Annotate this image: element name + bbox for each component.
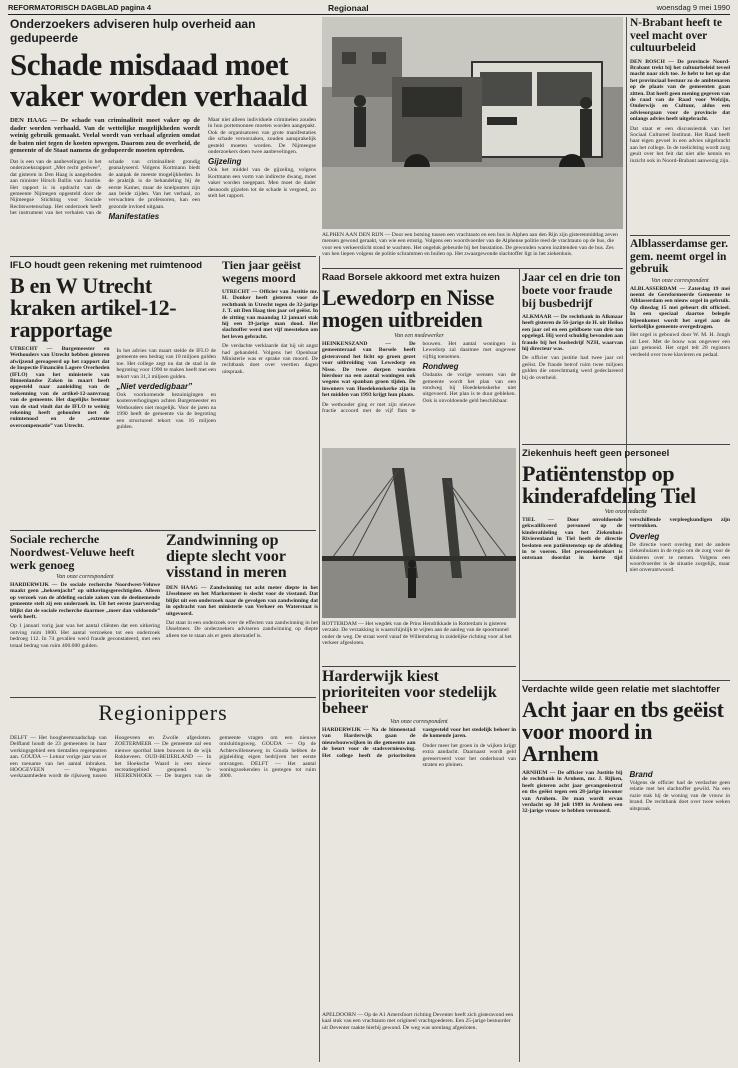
arnhem-kicker: Verdachte wilde geen relatie met slachtoffer <box>522 684 720 695</box>
utrecht-body-cols <box>10 346 216 430</box>
lewedorp-kicker: Raad Borsele akkoord met extra huizen <box>322 272 500 283</box>
header-paper-name: REFORMATORISCH DAGBLAD pagina 4 <box>8 3 152 12</box>
regionippers-banner <box>10 700 316 730</box>
recherche-lead: HARDERWIJK — De sociale recherche Noordwest-Veluwe maakt geen „heksenjacht” op uitkeringsgerechtigden. Alleen op verzoek van de afdeling sociale zaken van de deelnemende gemeente stelt zij een onderzoek in. Uit het eerste jaarverslag blijkt dat de sociale recherche daarmee „meer dan voldoende” werk heeft. <box>10 582 160 621</box>
arnhem-article <box>522 683 730 1063</box>
alblasserdam-body: Het orgel is gebouwd door W. M. H. Jongh uit Leer. Met de bouw was ongeveer een jaar gemoeid. Het orgel telt 28 registers verdeeld over twee klavieren en pedaal. <box>630 332 730 358</box>
column-divider <box>319 256 320 1062</box>
accident-photo <box>322 17 623 229</box>
lewedorp-headline: Lewedorp en Nisse mogen uitbreiden <box>322 285 495 332</box>
alblasserdam-article <box>630 238 730 363</box>
regionippers-title: Regionippers <box>98 700 228 725</box>
harderwijk-lead: HARDERWIJK — Na de binnenstad van Harderwijk gaan de nieuwbouwwijken in die gemeente aan de beurt voor de stadsvernieuwing. Het college heeft de prioriteiten vastgesteld voor het stedelijk beheer in de komende jaren. <box>322 727 516 759</box>
brabant-headline: N-Brabant heeft te veel macht over cultuurbeleid <box>630 17 722 54</box>
alblasserdam-headline: Alblasserdamse ger. gem. neemt orgel in gebruik <box>630 238 728 275</box>
main-article-body: Dat is een van de aanbevelingen in het onderzoeksrapport „Met recht gedwee”, dat gisteren in Den Haag is aangeboden aan minister Hirsch Ballin van Justitie. Het rapport is in opdracht van de gemeente Nijmegen opgesteld door de Nijmeegse Stichting voor Sociale Rechtswetenschap. Het onderzoek heeft het instrument van het verhalen van de schade van criminaliteit grondig geanalyseerd. Volgens Kortmann biedt de aanpak de meeste mogelijkheden. In de praktijk is de behandeling bij de eerste Kamer, maar de knelpunten zijn aan beide zijden. Van het verhaal, zo verwachten de professoren, kan een gezonde invloed uitgaan. <box>10 158 200 217</box>
recherche-headline: Sociale recherche Noordwest-Veluwe heeft werk genoeg <box>10 533 135 572</box>
arnhem-sub: Brand <box>629 770 653 779</box>
harderwijk-headline: Harderwijk kiest prioriteiten voor stedelijk beheer <box>322 669 497 717</box>
lewedorp-body3: Ondanks de vorige wensen van de gemeente wordt het plan van een rondweg bij Hoedekenskerke niet uitgevoerd. Het plan is te duur gebleken. Ook is onvoldoende geld beschikbaar. <box>422 372 516 404</box>
apeldoorn-caption: APELDOORN — Op de A1 Amersfoort richting Deventer heeft zich gisteravond een kaal stuk van een vrachtauto met origineel vrachtgoederen. Een 25-jarige bestuurder uit Deventer raakte hierbij gewond. De weg was urenlang afgesloten. <box>322 1012 514 1031</box>
arnhem-headline: Acht jaar en tbs geëist voor moord in Arnhem <box>522 697 724 766</box>
utrecht-kicker: IFLO houdt geen rekening met ruimtenood <box>10 260 203 271</box>
lewedorp-byline: Van een medewerker <box>394 333 444 339</box>
main-article-body3: Ook het middel van de gijzeling, volgens Kortmann een vorm van indirecte dwang, moet vaker worden toegepast. Men moet de dader desnoods gijzelen tot de schade is vergoed, zo stelt het rapport. <box>208 167 316 200</box>
main-article-sub-manifestaties: Manifestaties <box>108 212 160 222</box>
utrecht-body3: Ook voorkomende bezuinigingen en kostenverhogingen achten Burgemeester en Wethouders niet mogelijk. Voor de jaren na 1990 heeft de gemeente via de begroting een structureel tekort van 16 miljoen gulden. <box>116 391 216 430</box>
divider <box>322 268 623 269</box>
tien-jaar-article <box>222 259 318 527</box>
harderwijk-body-cols <box>322 727 516 768</box>
bus-truck-collision-image <box>322 17 623 229</box>
arnhem-lead: ARNHEM — De officier van Justitie bij de rechtbank in Arnhem, mr. J. Rijken, heeft gisteren acht jaar gevangenisstraf en tbs geëist tegen een 28-jarige inwoner van Arnhem. De man wordt ervan verdacht op 30 juli 1989 in Arnhem een 32-jarige vrouw te hebben vermoord. <box>522 770 623 815</box>
main-article-lead: DEN HAAG — De schade van criminaliteit moet vaker op de dader worden verhaald. Van de wettelijke mogelijkheden wordt weinig gebruik gemaakt. Veelal wordt van verhaal afgezien omdat de baten niet tegen de kosten opwegen. Daarom zou de overheid, de gemeente of de Staat namens de gedupeerde moeten optreden. <box>10 117 200 155</box>
divider <box>522 444 730 445</box>
tien-jaar-body: De verdachte verklaarde dat hij uit angst had gehandeld. Volgens het Openbaar Ministerie was er sprake van moord. De rechtbank doet over veertien dagen uitspraak. <box>222 343 318 375</box>
divider <box>10 256 316 257</box>
main-article-body2: Maar niet alleen individuele criminelen zouden in hun portemonnee moeten worden aangepakt. Ook de organisatoren van grote manifestaties die schade veroorzaken, zouden aansprakelijk gesteld moeten worden. De Nijmeegse onderzoekers doen twee aanbevelingen. <box>208 117 316 156</box>
divider <box>10 697 316 698</box>
ziekenhuis-byline: Van onze redactie <box>604 509 648 515</box>
zandwinning-article <box>166 533 318 693</box>
main-article-kicker: Onderzoekers adviseren hulp overheid aan gedupeerde <box>10 17 256 45</box>
regionippers-body: DELFT — Het hoogheemraadschap van Delfland houdt de 23 gemeenten in haar werkingsgebied een tientallen regenputten aan. GOUDA — Lotuur vorige jaar was er een toename van het aantal inbraken. HOOGEVEEN — Wegens werkzaamheden wordt de rijksweg tussen Hoogeveen en Zwolle afgesloten. ZOETERMEER — De gemeente zal een nieuwe sporthal laten bouwen in de wijk Rokkeveen. OUD-BEIJERLAND — In het Hoeksche Waard is een nieuw recreatiegebied geopend. ’s-HEERENHOEK — De burgers van de gemeente vragen om een nieuwe ontsluitingsweg. GOUDA — Op de Achterwillenseweg in Gouda hebben de pijpleiding eigen bedrijven het eerste ontvangen. DELFT — Het aantal woningzoekenden is gestegen tot ruim 3000. <box>10 735 316 780</box>
tien-jaar-lead: UTRECHT — Officier van Justitie mr. H. Donker heeft gisteren voor de rechtbank in Utrecht tegen de 32-jarige J. T. uit Den Haag tien jaar cel geëist. In de zitting van maandag 12 januari stak hij een 39-jarige man dood. Het slachtoffer werd met vijf messteken om het leven gebracht. <box>222 289 318 340</box>
rotterdam-photo-caption: ROTTERDAM — Het wegdek van de Prins Hendrikkade in Rotterdam is gisteren verzakt. De verzakking is waarschijnlijk te wijten aan de aanleg van de spoortunnel onder de weg. De straat werd vanaf de Willemsbrug in zuidelijke richting voor al het verkeer afgesloten. <box>322 621 512 647</box>
harderwijk-body: Onder meer het groen in de wijken krijgt extra aandacht. Daarnaast wordt geld gereserveerd voor het onderhoud van straten en pleinen. <box>422 742 516 769</box>
utrecht-article <box>10 259 216 527</box>
lewedorp-body-cols <box>322 341 516 414</box>
brabant-article <box>630 17 730 232</box>
lewedorp-article <box>322 271 516 441</box>
header-date: woensdag 9 mei 1990 <box>656 3 730 12</box>
divider <box>522 680 730 681</box>
divider <box>10 530 316 531</box>
arnhem-body-cols <box>522 770 730 815</box>
jaar-cel-headline: Jaar cel en drie ton boete voor fraude bij busbedrijf <box>522 271 621 310</box>
harderwijk-article <box>322 669 516 1009</box>
recherche-byline: Van onze correspondent <box>56 574 114 580</box>
main-article-col3 <box>208 117 316 199</box>
main-article-body-cols <box>10 155 200 222</box>
ziekenhuis-body2: De directie voert overleg met de andere ziekenhuizen in de regio om de zorg voor de kinderen over te nemen. Volgens een woordvoerder is de situatie zorgelijk, maar niet onverantwoord. <box>629 541 730 574</box>
divider <box>630 235 730 236</box>
utrecht-sub: „Niet verdedigbaar” <box>116 381 193 391</box>
jaar-cel-article <box>522 271 623 441</box>
utrecht-body2: In het advies van maart stelde de IFLO de gemeente een bedrag van 10 miljoen gulden toe. Het college zegt nu dat de stad in de begroting voor 1990 te maken heeft met een tekort van 31,3 miljoen gulden. <box>116 347 216 380</box>
ziekenhuis-kicker: Ziekenhuis heeft geen personeel <box>522 448 670 459</box>
zandwinning-headline: Zandwinning op diepte slecht voor visstand in meren <box>166 533 287 581</box>
alblasserdam-lead: ALBLASSERDAM — Zaterdag 19 mei neemt de Gereformeerde Gemeente te Alblasserdam een nieuw orgel in gebruik. Op dinsdag 15 mei gebeurt dit officieel. In een speciaal daartoe belegde bijeenkomst wordt het orgel aan de kerkelijke gemeente overgedragen. <box>630 285 730 330</box>
main-article-sub-gijzeling: Gijzeling <box>208 157 242 167</box>
brabant-body: Dat staat er een discussiestuk van het Sociaal Cultureel Instituut. Het Raad heeft haar eigen gevoel in een advies uitgebracht aan het college. In de toelichting wordt zorg geuit over het feit dat niet alle kennis en inzicht ook in Noord-Brabant aanwezig zijn. <box>630 125 730 164</box>
page-header <box>8 2 730 15</box>
ziekenhuis-article <box>522 447 730 675</box>
recherche-article <box>10 533 160 693</box>
main-article <box>10 17 316 252</box>
lewedorp-lead: HEINKENSZAND — De gemeenteraad van Borsele heeft gisteravond het licht op groen gezet voor uitbreiding van Lewedorp en Nisse. De twee dorpen worden hierdoor na een aantal woningen ook wegens wat spanban groen tijden. De inwoners van Hoedekenskerke zijn in het midden van 1993 krijgt hun plaats. <box>322 341 416 399</box>
accident-photo-caption: ALPHEN AAN DEN RIJN — Door een botsing tussen een vrachtauto en een bus in Alphen aan den Rijn zijn gisterenmiddag zeven mensen gewond geraakt, van wie een ernstig. Volgens een woordvoerder van de Alphense politie reed de vrachtauto op de bus, die voor een verkeerslicht stond te wachten. Het ongeluk gebeurde bij het busstation. De gewonden waren inzittenden van de bus. Zes van hen liepen volgens de politie schrammen en builen op. Het zwaargewonde slachtoffer ligt in het ziekenhuis. <box>322 232 618 258</box>
arnhem-body: Volgens de officier had de verdachte geen relatie met het slachtoffer gewild. Na een ruzie stak hij de woning van de vrouw in brand. De rechtbank doet over twee weken uitspraak. <box>629 780 730 812</box>
utrecht-headline: B en W Utrecht kraken artikel-12-rapportage <box>10 273 177 342</box>
utrecht-lead: UTRECHT — Burgemeester en Wethouders van Utrecht hebben gisteren afwijzend gereageerd op het rapport dat de Inspectie Financiën Lagere Overheden (IFLO) van het ministerie van Binnenlandse Zaken in maart heeft opgesteld naar aanleiding van de toekenning van de artikel-12-aanvraag van de gemeente. Het dagelijks bestuur van de stad vindt dat de IFLO te weinig rekening heeft gehouden met de ruimtenood en de „extreme overcompensatie” van Utrecht. <box>10 346 110 429</box>
ziekenhuis-sub: Overleg <box>629 531 660 541</box>
header-section: Regionaal <box>328 3 369 13</box>
main-article-headline: Schade misdaad moet vaker worden verhaald <box>10 47 308 113</box>
jaar-cel-lead: ALKMAAR — De rechtbank in Alkmaar heeft gisteren de 56-jarige de H. uit Heiloo een jaar cel en een geldboete van drie ton opgelegd. Hij werd schuldig bevonden aan fraude bij het busbedrijf NZH, waarvan hij directeur was. <box>522 314 623 353</box>
zandwinning-body: Dat staat in een onderzoek over de effecten van zandwinning in het IJsselmeer. De onderzoekers adviseren zandwinning op diepte alleen toe te staan als er geen alternatief is. <box>166 620 318 639</box>
jaar-cel-body: De officier van justitie had twee jaar cel geëist. De fraude betrof ruim twee miljoen gulden die onrechtmatig werd gedeclareerd bij de overheid. <box>522 355 623 381</box>
lewedorp-sub: Rondweg <box>422 362 459 372</box>
ziekenhuis-lead: TIEL — Door onvoldoende gekwalificeerd personeel op de kinderafdeling van het Ziekenhuis Rivierenland in Tiel heeft de directie besloten een patiëntenstop op de afdeling in te voeren. Het personeelstekort is ontstaan doordat in korte tijd verschillende verpleegkundigen zijn vertrokken. <box>522 517 730 562</box>
lewedorp-body2: De wethouder ging er met zijn nieuwe fractie accoord met de vijf flats te bouwen. Het aantal woningen in Lewedorp zal daarmee met ongeveer vijftig toenemen. <box>322 341 516 415</box>
brabant-lead: DEN BOSCH — De provincie Noord-Brabant trekt bij het cultuurbeleid teveel macht naar zich toe. Je hebt te het op dat het provinciaal bestuur zo de ambtenaren op de plaats van de gemeenten gaan zitten. Dat heeft geen mening gegeven van de raad van de Raad voor Welzijn, Onderwijs en Cultuur, aldus een adviesorgaan voor de provincie dat onlangs advies heeft uitgebracht. <box>630 58 730 123</box>
harderwijk-byline: Van onze correspondent <box>390 719 448 725</box>
column-divider <box>519 268 520 1062</box>
zandwinning-lead: DEN HAAG — Zandwinning tot acht meter diepte in het IJsselmeer en het Markermeer is slecht voor de visstand. Dat blijkt uit een onderzoek naar de gevolgen van zandwinning dat in opdracht van het ministerie van Verkeer en Waterstaat is uitgevoerd. <box>166 585 318 617</box>
bridge-image <box>322 448 516 618</box>
divider <box>322 666 516 667</box>
alblasserdam-byline: Van onze correspondent <box>651 277 709 284</box>
tien-jaar-headline: Tien jaar geëist wegens moord <box>222 259 301 285</box>
ziekenhuis-body-cols <box>522 517 730 574</box>
ziekenhuis-headline: Patiëntenstop op kinderafdeling Tiel <box>522 461 696 508</box>
recherche-body: Op 1 januari vorig jaar was het aantal cliënten dat een uitkering ontving ruim 1800. Het aantal verzoeken tot een onderzoek bedroeg 112. In 74 gevallen werd fraude geconstateerd, met een totaal bedrag van ruim 400.000 gulden. <box>10 623 160 649</box>
rotterdam-photo <box>322 448 516 618</box>
